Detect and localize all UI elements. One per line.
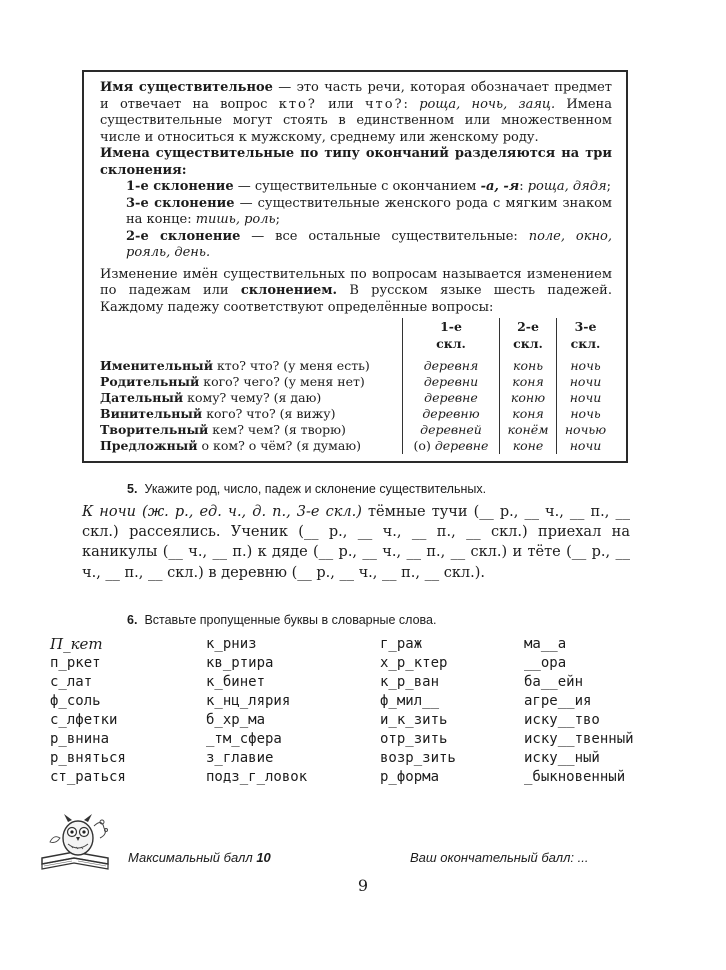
cases-table-row — [100, 374, 614, 390]
cases-table-header: скл. скл. скл. — [100, 335, 614, 352]
dictionary-word: иску__тво — [524, 712, 600, 728]
dictionary-word: к_р_ван — [380, 674, 440, 690]
dictionary-word: агре__ия — [524, 693, 592, 709]
decl-2-form: конём — [500, 422, 557, 438]
header-decl-2: 2-е — [500, 318, 557, 335]
final-score: Ваш окончательный балл: ... — [410, 850, 589, 865]
dictionary-word: ст_раться — [50, 769, 126, 785]
word-column-1 — [50, 635, 126, 787]
dictionary-words — [50, 635, 676, 785]
dictionary-word: П_кет — [50, 635, 103, 653]
header-decl-1: 1-е — [403, 318, 500, 335]
case-label: Дательный кому? чему? (я даю) — [100, 390, 322, 405]
case-label: Родительный кого? чего? (у меня нет) — [100, 374, 365, 389]
dictionary-word: б_хр_ма — [206, 712, 266, 728]
decl-1-form: деревня — [403, 358, 500, 374]
decl-2-form: коне — [500, 438, 557, 454]
dictionary-word: к_рниз — [206, 636, 257, 652]
cases-table-row — [100, 438, 614, 454]
cases-table-row — [100, 358, 614, 374]
dictionary-word: р_вняться — [50, 750, 126, 766]
dictionary-word: г_раж — [380, 636, 423, 652]
decl-2-form: конь — [500, 358, 557, 374]
dictionary-word: ф_соль — [50, 693, 101, 709]
cases-table-header — [100, 318, 614, 335]
decl-3-form: ночи — [557, 438, 615, 454]
decl-3-form: ночи — [557, 374, 615, 390]
dictionary-word: п_ркет — [50, 655, 101, 671]
decl-3-form: ночью — [557, 422, 615, 438]
dictionary-word: __ора — [524, 655, 567, 671]
task5-text: К ночи (ж. р., ед. ч., д. п., 3-е скл.) тёмные тучи (__ р., __ ч., __ п., __ скл.) рассеялись. Ученик (__ р., __ ч., __ п., __ скл.) приехал на каникулы (__ ч., __ п.) к дяде (__ р., __ ч., __ п., __ скл.) и тёте (__ р., __ ч., __ п., __ скл.) в деревню (__ р., __ ч., __ п., __ скл.). — [82, 504, 630, 581]
dictionary-word: иску__ный — [524, 750, 600, 766]
declension-2: 2-е склонение — все остальные существительные: поле, окно, рояль, день. — [126, 228, 613, 260]
dictionary-word: с_лат — [50, 674, 93, 690]
header-decl-3: 3-е — [557, 318, 615, 335]
dictionary-word: к_нц_лярия — [206, 693, 291, 709]
dictionary-word: ф_мил__ — [380, 693, 440, 709]
word-column-4 — [524, 635, 634, 787]
cases-table-row — [100, 422, 614, 438]
noun-term: Имя существительное — [100, 80, 273, 95]
case-label: Именительный кто? что? (у меня есть) — [100, 358, 370, 373]
word-column-2 — [206, 635, 307, 787]
rule-paragraph-noun: Имя существительное — это часть речи, которая обозначает предмет и отвечает на вопрос кто? или что?: роща, ночь, заяц. Имена существительные могут стоять в единственном или множественном числе и относиться к мужскому, среднему или женскому роду. — [100, 80, 612, 145]
decl-3-form: ночи — [557, 390, 615, 406]
dictionary-word: подз_г_ловок — [206, 769, 308, 785]
word-column-3 — [380, 635, 456, 787]
decl-1-form: деревни — [403, 374, 500, 390]
owl-on-books-icon — [38, 808, 118, 872]
dictionary-word: и_к_зить — [380, 712, 448, 728]
cases-table-row — [100, 406, 614, 422]
dictionary-word: с_лфетки — [50, 712, 118, 728]
dictionary-word: х_р_ктер — [380, 655, 448, 671]
dictionary-word: к_бинет — [206, 674, 266, 690]
max-score: Максимальный балл 10 — [128, 850, 271, 865]
dictionary-word: иску__твенный — [524, 731, 634, 747]
cases-table-row — [100, 390, 614, 406]
decl-1-form: (о) деревне — [403, 438, 500, 454]
cases-table — [100, 318, 614, 454]
task5-title: 5. Укажите род, число, падеж и склонение существительных. — [127, 482, 487, 496]
decl-2-form: коню — [500, 390, 557, 406]
case-label: Винительный кого? что? (я вижу) — [100, 406, 336, 421]
decl-2-form: коня — [500, 374, 557, 390]
declension-3: 3-е склонение — существительные женского рода с мягким знаком на конце: тишь, роль; — [126, 195, 613, 227]
dictionary-word: р_внина — [50, 731, 110, 747]
dictionary-word: _тм_сфера — [206, 731, 282, 747]
declensions-heading: Имена существительные по типу окончаний разделяются на три склонения: — [100, 146, 612, 178]
dictionary-word: р_форма — [380, 769, 440, 785]
decl-3-form: ночь — [557, 406, 615, 422]
rule-box — [82, 70, 628, 463]
case-label: Предложный о ком? о чём? (я думаю) — [100, 438, 362, 453]
dictionary-word: возр_зить — [380, 750, 456, 766]
decl-3-form: ночь — [557, 358, 615, 374]
dictionary-word: ба__ейн — [524, 674, 584, 690]
page-number: 9 — [357, 876, 369, 895]
task6-title: 6. Вставьте пропущенные буквы в словарные слова. — [127, 613, 437, 627]
dictionary-word: отр_зить — [380, 731, 448, 747]
decl-1-form: деревней — [403, 422, 500, 438]
rule-paragraph-cases: Изменение имён существительных по вопросам называется изменением по падежам или склонением. В русском языке шесть падежей. Каждому падежу соответствуют определённые вопросы: — [100, 266, 612, 315]
decl-1-form: деревне — [403, 390, 500, 406]
dictionary-word: _быкновенный — [524, 769, 626, 785]
decl-1-form: деревню — [403, 406, 500, 422]
dictionary-word: кв_ртира — [206, 655, 274, 671]
case-label: Творительный кем? чем? (я творю) — [100, 422, 346, 437]
declension-1: 1-е склонение — существительные с окончанием -а, -я: роща, дядя; — [126, 179, 611, 194]
dictionary-word: ма__а — [524, 636, 567, 652]
decl-2-form: коня — [500, 406, 557, 422]
dictionary-word: з_главие — [206, 750, 274, 766]
